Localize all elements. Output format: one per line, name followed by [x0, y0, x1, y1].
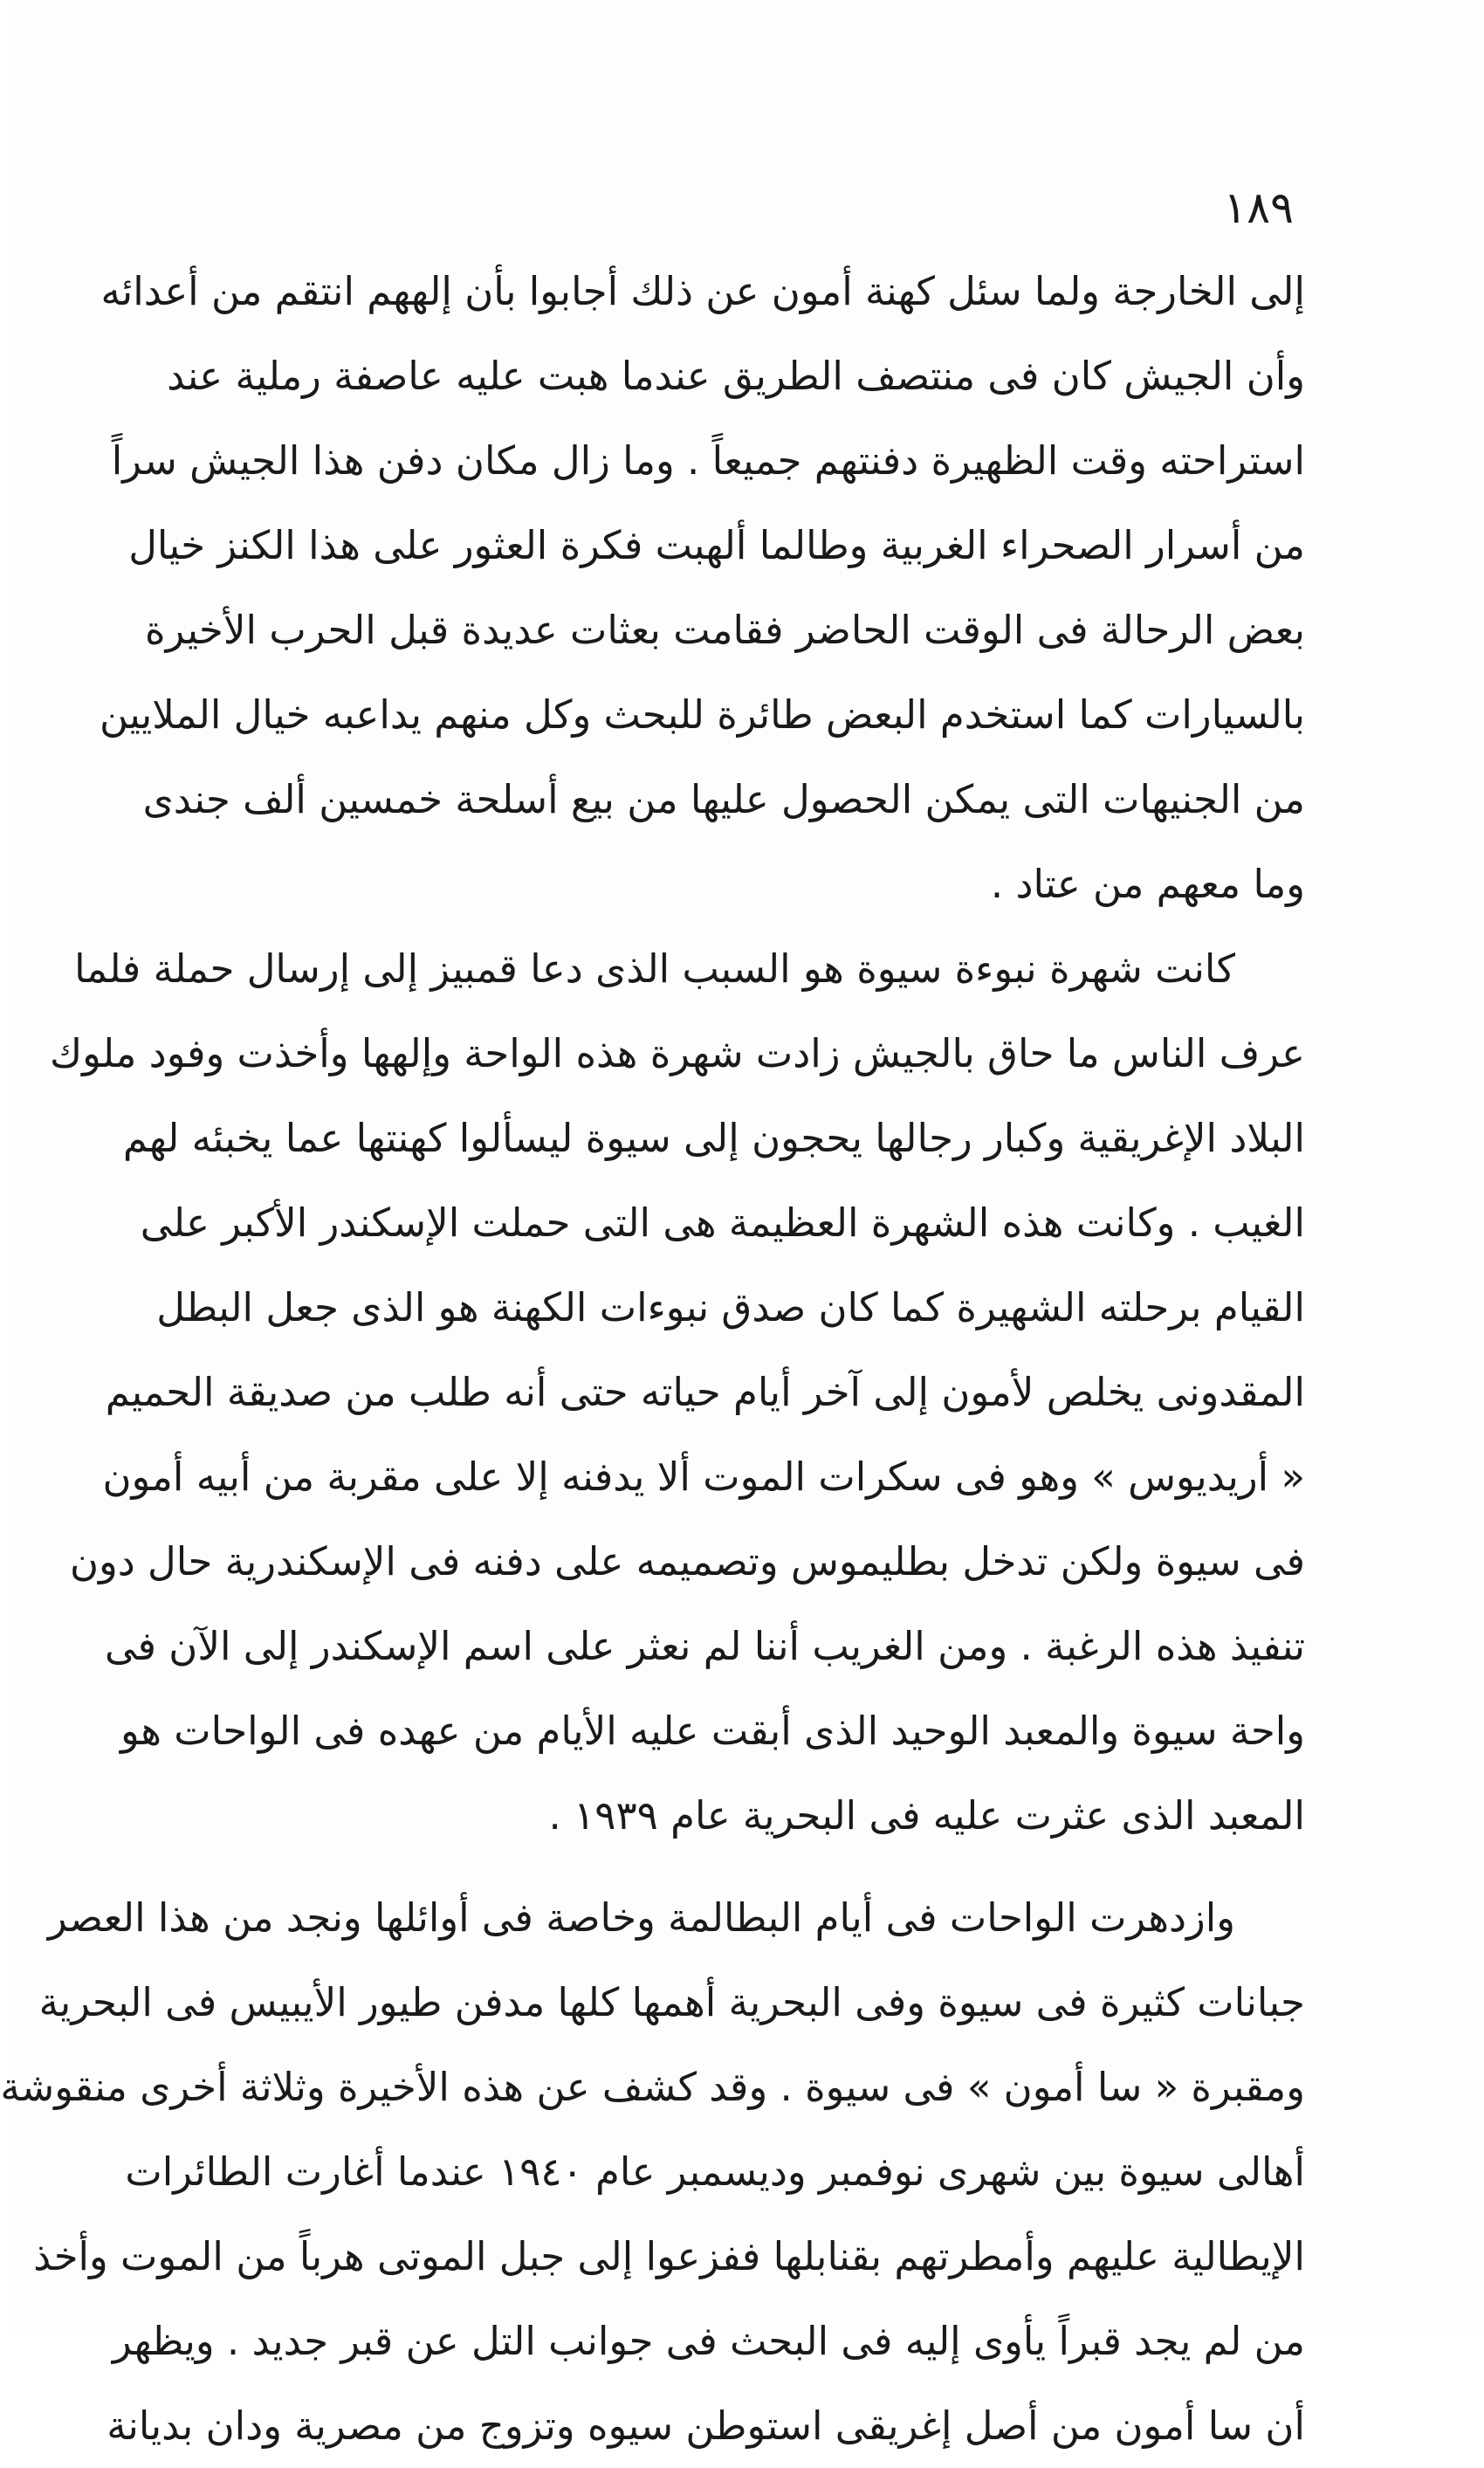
text-line: « أريديوس » وهو فى سكرات الموت ألا يدفنه إلا على مقربة من أبيه أمون — [102, 1454, 1305, 1500]
text-line: وأن الجيش كان فى منتصف الطريق عندما هبت عليه عاصفة رملية عند — [167, 353, 1305, 399]
text-line: عرف الناس ما حاق بالجيش زادت شهرة هذه الواحة وإلهها وأخذت وفود ملوك — [50, 1030, 1305, 1076]
paragraph-1 — [99, 249, 1305, 926]
text-line: من الجنيهات التى يمكن الحصول عليها من بيع أسلحة خمسين ألف جندى — [142, 776, 1305, 822]
text-line: البلاد الإغريقية وكبار رجالها يحجون إلى سيوة ليسألوا كهنتها عما يخبئه لهم — [122, 1115, 1305, 1161]
text-line: الغيب . وكانت هذه الشهرة العظيمة هى التى حملت الإسكندر الأكبر على — [140, 1200, 1305, 1246]
text-line: ومقبرة « سا أمون » فى سيوة . وقد كشف عن هذه الأخيرة وثلاثة أخرى منقوشة — [0, 2064, 1305, 2110]
text-line: فى سيوة ولكن تدخل بطليموس وتصميمه على دفنه فى الإسكندرية حال دون — [69, 1538, 1305, 1585]
text-line: من لم يجد قبراً يأوى إليه فى البحث فى جوانب التل عن قبر جديد . ويظهر — [112, 2318, 1305, 2364]
text-line: استراحته وقت الظهيرة دفنتهم جميعاً . وما زال مكان دفن هذا الجيش سراً — [111, 437, 1305, 484]
text-line: إلى الخارجة ولما سئل كهنة أمون عن ذلك أجابوا بأن إلههم انتقم من أعدائه — [100, 268, 1305, 314]
paragraph-2 — [50, 926, 1305, 1858]
paragraph-3 — [0, 1875, 1305, 2468]
text-line: وازدهرت الواحات فى أيام البطالمة وخاصة فى أوائلها ونجد من هذا العصر — [47, 1894, 1235, 1941]
text-line: أهالى سيوة بين شهرى نوفمبر وديسمبر عام ١٩٤٠ عندما أغارت الطائرات — [125, 2148, 1305, 2195]
text-line: أن سا أمون من أصل إغريقى استوطن سيوه وتزوج من مصرية ودان بديانة — [106, 2403, 1305, 2449]
text-line: المقدونى يخلص لأمون إلى آخر أيام حياته حتى أنه طلب من صديقة الحميم — [105, 1369, 1305, 1415]
page-number: ١٨٩ — [1223, 182, 1294, 233]
text-line: المعبد الذى عثرت عليه فى البحرية عام ١٩٣٩ . — [548, 1792, 1305, 1839]
text-line: الإيطالية عليهم وأمطرتهم بقنابلها ففزعوا إلى جبل الموتى هرباً من الموت وأخذ — [33, 2233, 1305, 2279]
text-line: تنفيذ هذه الرغبة . ومن الغريب أننا لم نعثر على اسم الإسكندر إلى الآن فى — [104, 1623, 1305, 1669]
text-line: واحة سيوة والمعبد الوحيد الذى أبقت عليه الأيام من عهده فى الواحات هو — [120, 1708, 1305, 1754]
body-text — [0, 249, 1305, 2468]
text-line: كانت شهرة نبوءة سيوة هو السبب الذى دعا قمبيز إلى إرسال حملة فلما — [74, 945, 1235, 992]
text-line: من أسرار الصحراء الغربية وطالما ألهبت فكرة العثور على هذا الكنز خيال — [128, 522, 1305, 568]
text-line: القيام برحلته الشهيرة كما كان صدق نبوءات الكهنة هو الذى جعل البطل — [156, 1284, 1305, 1330]
text-line: وما معهم من عتاد . — [990, 861, 1305, 907]
text-line: جبانات كثيرة فى سيوة وفى البحرية أهمها كلها مدفن طيور الأيبيس فى البحرية — [38, 1979, 1305, 2025]
text-line: بعض الرحالة فى الوقت الحاضر فقامت بعثات عديدة قبل الحرب الأخيرة — [145, 607, 1305, 653]
text-line: بالسيارات كما استخدم البعض طائرة للبحث وكل منهم يداعبه خيال الملايين — [99, 691, 1305, 738]
